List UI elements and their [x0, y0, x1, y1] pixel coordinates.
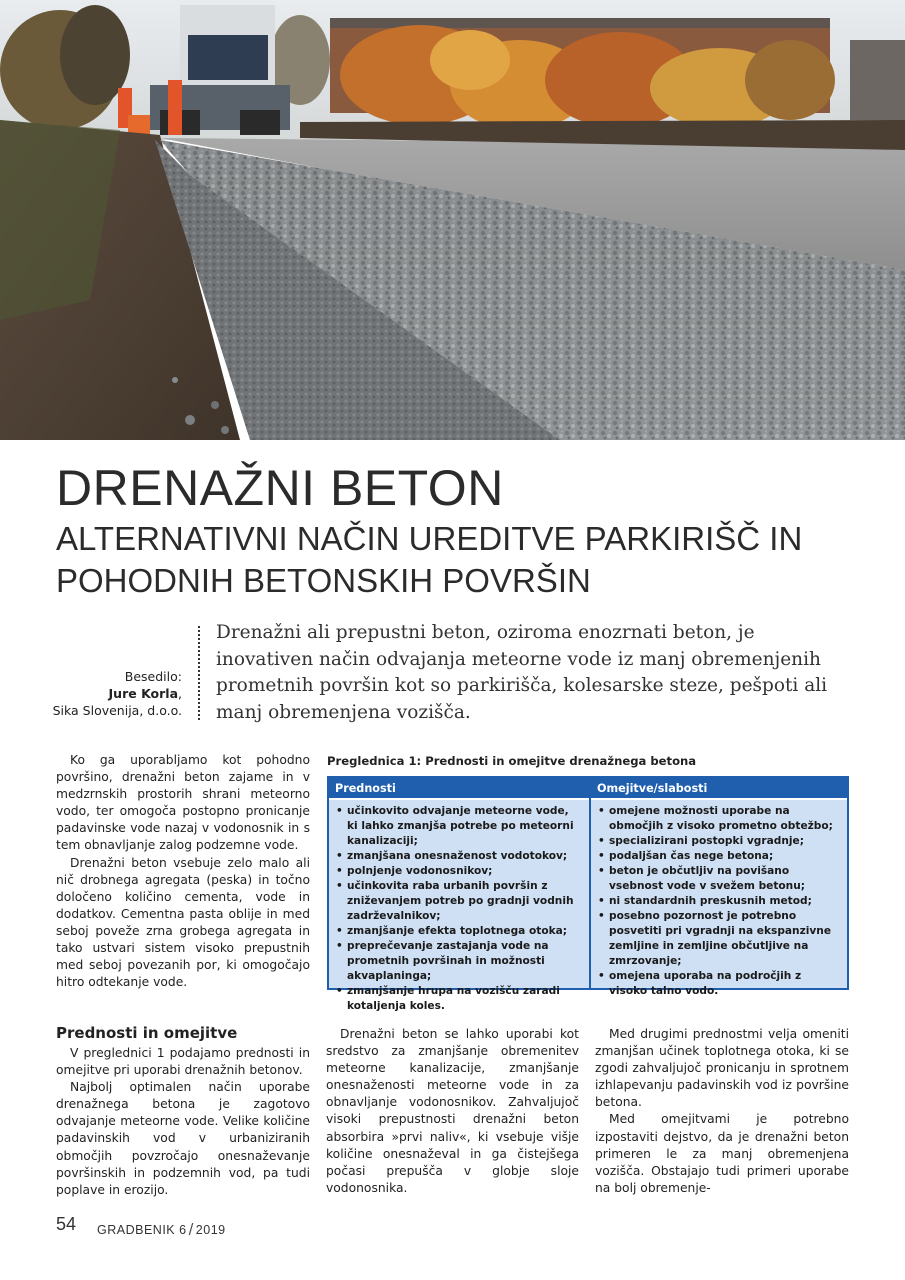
list-item: • učinkovito odvajanje meteorne vode, ki lahko zmanjša potrebe po meteorni kanalizaciji; — [335, 804, 583, 849]
list-item: • posebno pozornost je potrebno posvetiti pri vgradnji na ekspanzivne zemljine in zemljine občutljive na zmrzovanje; — [597, 909, 841, 969]
section-text — [56, 1045, 310, 1199]
list-item: • polnjenje vodonosnikov; — [335, 864, 583, 879]
list-item: • zmanjšana onesnaženost vodotokov; — [335, 849, 583, 864]
intro-text — [56, 752, 310, 991]
table-caption: Preglednica 1: Prednosti in omejitve drenažnega betona — [327, 754, 697, 768]
paragraph: Ko ga uporabljamo kot pohodno površino, drenažni beton zajame in v medzrnskih prostorih shrani meteorno vodo, ter omogoča postopno pronicanje padavinske vode nazaj v vodonosnik in s tem obnavljanje zalog podzemne vode. — [56, 753, 310, 853]
limitations-list — [591, 800, 847, 999]
list-item: • zmanjšanje hrupa na vozišču zaradi kotaljenja koles. — [335, 984, 583, 1014]
footer-slash: / — [188, 1220, 194, 1239]
lead-divider — [198, 626, 200, 720]
article-subtitle: ALTERNATIVNI NAČIN UREDITVE PARKIRIŠČ IN POHODNIH BETONSKIH POVRŠIN — [56, 520, 803, 599]
paragraph: Drenažni beton vsebuje zelo malo ali nič drobnega agregata (peska) in točno določeno količino cementa, vode in dodatkov. Cementna pasta oblije in med seboj poveže zrna grobega agregata in tako ustvari sistem visoko prepustnih med seboj povezanih por, ki omogočajo hitro odtekanje vode. — [56, 855, 310, 990]
page-number: 54 — [56, 1214, 77, 1234]
advantages-column — [329, 778, 591, 1012]
byline-author: Jure Korla — [108, 686, 179, 701]
paragraph: Drenažni beton se lahko uporabi kot sredstvo za zmanjšanje obremenitev meteorne kanalizacije, zmanjšanje onesnaženosti meteorne vode in za obnavljanje vodonosnikov. Zahvaljujoč visoki prepustnosti drenažni beton absorbira »prvi naliv«, ki vsebuje višje količine onesnaževal in ga čistejšega počasi prepušča v globje sloje vodonosnika. — [326, 1027, 579, 1195]
list-item: • učinkovita raba urbanih površin z zniževanjem potreb po gradnji vodnih zadrževalnikov; — [335, 879, 583, 924]
list-item: • preprečevanje zastajanja vode na prometnih površinah in možnosti akvaplaninga; — [335, 939, 583, 984]
journal-name: GRADBENIK 6 — [97, 1223, 187, 1237]
advantages-table — [327, 776, 849, 1012]
limitations-header: Omejitve/slabosti — [591, 778, 847, 800]
list-item: • beton je občutljiv na povišano vsebnost vode v svežem betonu; — [597, 864, 841, 894]
byline-label: Besedilo: — [124, 669, 182, 684]
section-heading: Prednosti in omejitve — [56, 1024, 238, 1042]
advantages-header: Prednosti — [329, 778, 589, 800]
list-item: • specializirani postopki vgradnje; — [597, 834, 841, 849]
limitations-column — [591, 778, 847, 997]
column-3-text — [595, 1026, 849, 1197]
journal-year: 2019 — [195, 1223, 226, 1237]
paragraph: V preglednici 1 podajamo prednosti in omejitve pri uporabi drenažnih betonov. — [56, 1046, 310, 1078]
paragraph: Najbolj optimalen način uporabe drenažnega betona je zagotovo odvajanje meteorne vode. Velike količine padavinskih vod v urbaniziranih območjih povzročajo onesnaževanje površinskih in podzemnih vod, pa tudi poplave in erozijo. — [56, 1080, 310, 1197]
list-item: • omejena uporaba na področjih z visoko talno vodo. — [597, 969, 841, 999]
lead-paragraph: Drenažni ali prepustni beton, oziroma enozrnati beton, je inovativen način odvajanja meteorne vode iz manj obremenjenih prometnih površin kot so parkirišča, kolesarske steze, pešpoti ali manj obremenjena vozišča. — [216, 622, 828, 723]
article-title: DRENAŽNI BETON — [56, 460, 504, 516]
header-photo — [0, 0, 905, 440]
paragraph: Med drugimi prednostmi velja omeniti zmanjšan učinek toplotnega otoka, ki se zgodi zahvaljujoč pronicanju in sprotnem izhlapevanju padavinskih vod iz površine betona. — [595, 1027, 849, 1110]
journal-issue — [97, 1219, 226, 1239]
list-item: • podaljšan čas nege betona; — [597, 849, 841, 864]
paragraph: Med omejitvami je potrebno izpostaviti dejstvo, da je drenažni beton primeren le za manj obremenjena vozišča. Obstajajo tudi primeri uporabe na bolj obremenje- — [595, 1112, 849, 1195]
column-2-text — [326, 1026, 579, 1197]
advantages-list — [329, 800, 589, 1014]
byline: Besedilo: Jure Korla, Sika Slovenija, d.o.o. — [40, 668, 182, 719]
list-item: • ni standardnih preskusnih metod; — [597, 894, 841, 909]
list-item: • omejene možnosti uporabe na območjih z visoko prometno obtežbo; — [597, 804, 841, 834]
byline-company: Sika Slovenija, d.o.o. — [52, 703, 182, 718]
list-item: • zmanjšanje efekta toplotnega otoka; — [335, 924, 583, 939]
